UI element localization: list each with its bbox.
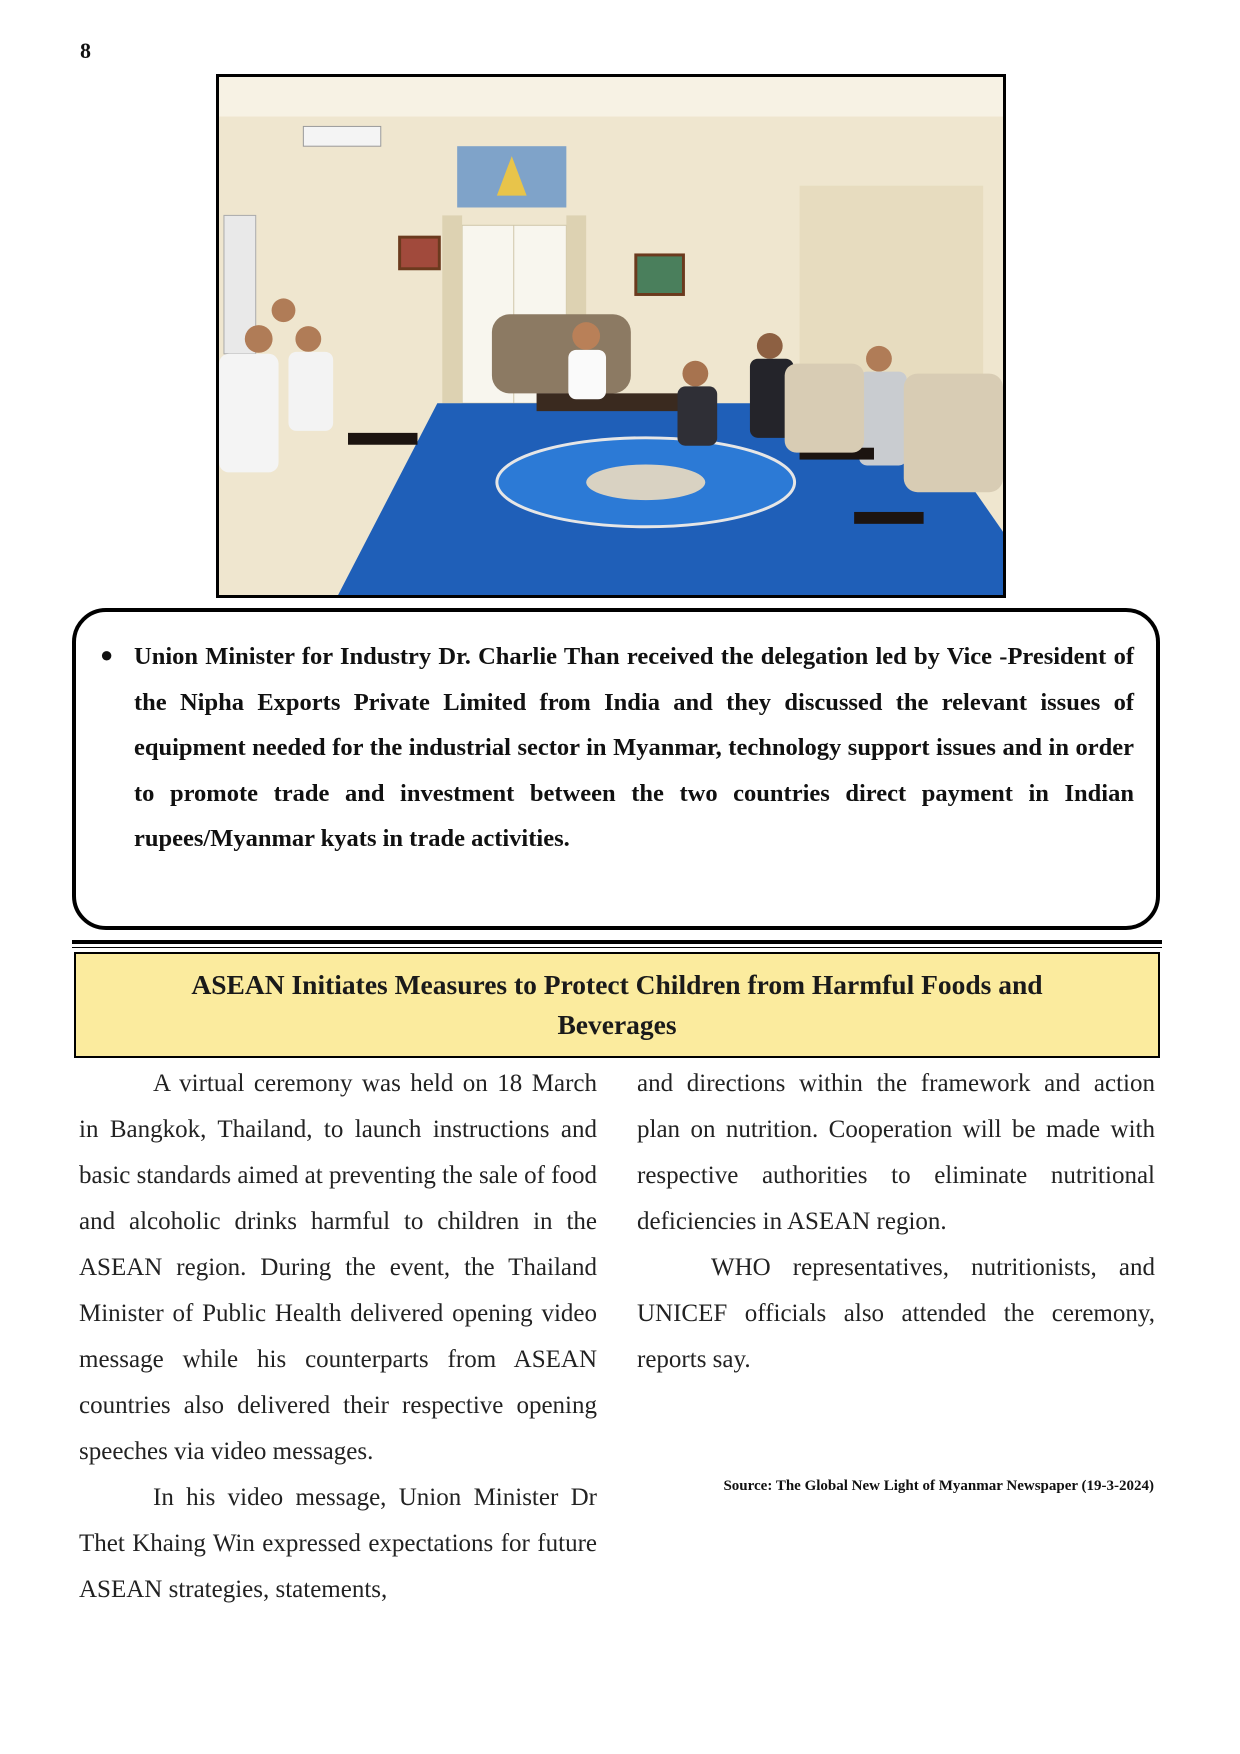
bullet-icon: ● — [100, 642, 114, 667]
meeting-photo — [216, 74, 1006, 598]
divider-rule-thin — [72, 947, 1162, 948]
article-paragraph: WHO representatives, nutritionists, and UNICEF officials also attended the ceremony, reports say. — [637, 1254, 1155, 1373]
article-paragraph: and directions within the framework and action plan on nutrition. Cooperation will be made with respective authorities to eliminate nutritional deficiencies in ASEAN region. — [637, 1070, 1155, 1235]
divider-rule — [72, 940, 1162, 944]
article-headline-box — [74, 952, 1160, 1058]
article-paragraph: In his video message, Union Minister Dr Thet Khaing Win expressed expectations for future ASEAN strategies, statements, — [79, 1484, 597, 1603]
caption-box — [72, 608, 1160, 930]
article-headline: ASEAN Initiates Measures to Protect Children from Harmful Foods and Beverages — [191, 969, 1043, 1040]
article-source: Source: The Global New Light of Myanmar Newspaper (19-3-2024) — [723, 1478, 1154, 1494]
article-column-right — [637, 1061, 1155, 1383]
article-paragraph: A virtual ceremony was held on 18 March in Bangkok, Thailand, to launch instructions and basic standards aimed at preventing the sale of food and alcoholic drinks harmful to children in the ASEAN region. During the event, the Thailand Minister of Public Health delivered opening video message while his counterparts from ASEAN countries also delivered their respective opening speeches via video messages. — [79, 1070, 597, 1465]
photo-icon — [219, 77, 1003, 595]
photo-caption: Union Minister for Industry Dr. Charlie Than received the delegation led by Vice -President of the Nipha Exports Private Limited from India and they discussed the relevant issues of equipment needed for the industrial sector in Myanmar, technology support issues and in order to promote trade and investment between the two countries direct payment in Indian rupees/Myanmar kyats in trade activities. — [134, 643, 1134, 852]
article-column-left — [79, 1061, 597, 1613]
page-number: 8 — [80, 38, 91, 63]
